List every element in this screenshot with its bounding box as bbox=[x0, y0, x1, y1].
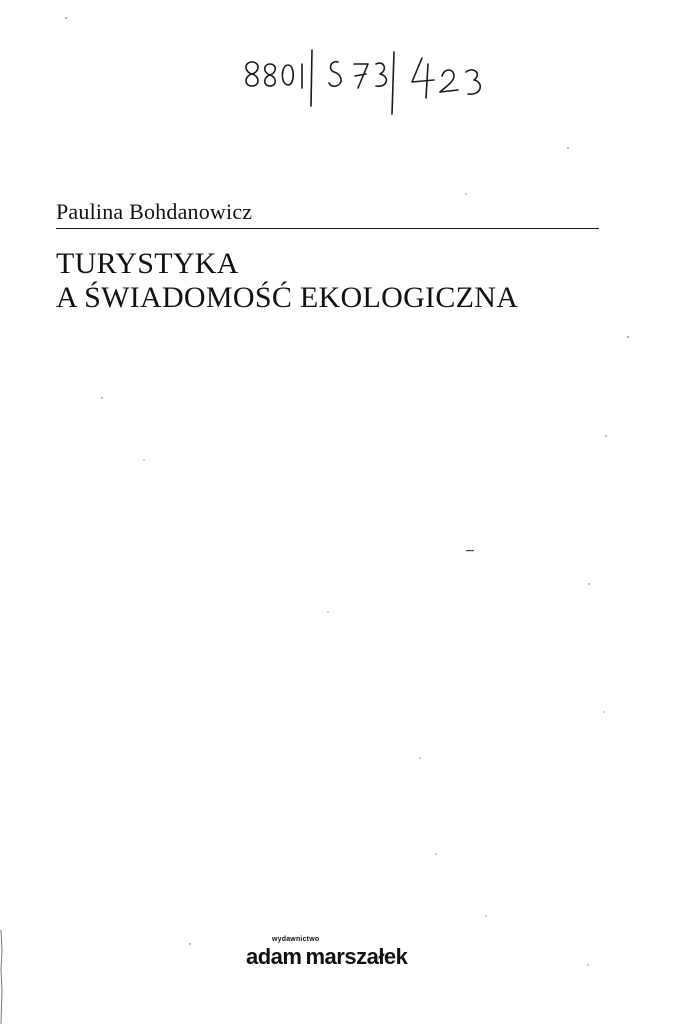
publisher-name-part1: adam bbox=[246, 944, 302, 969]
author-name: Paulina Bohdanowicz bbox=[56, 199, 253, 224]
publisher-name-part2: marszałek bbox=[305, 944, 408, 969]
publisher-imprint-label: wydawnictwo bbox=[272, 936, 320, 943]
scan-left-edge-mark bbox=[0, 930, 4, 1024]
book-title-line-2: A ŚWIADOMOŚĆ EKOLOGICZNA bbox=[56, 281, 519, 314]
book-title-line-1: TURYSTYKA bbox=[56, 247, 239, 280]
